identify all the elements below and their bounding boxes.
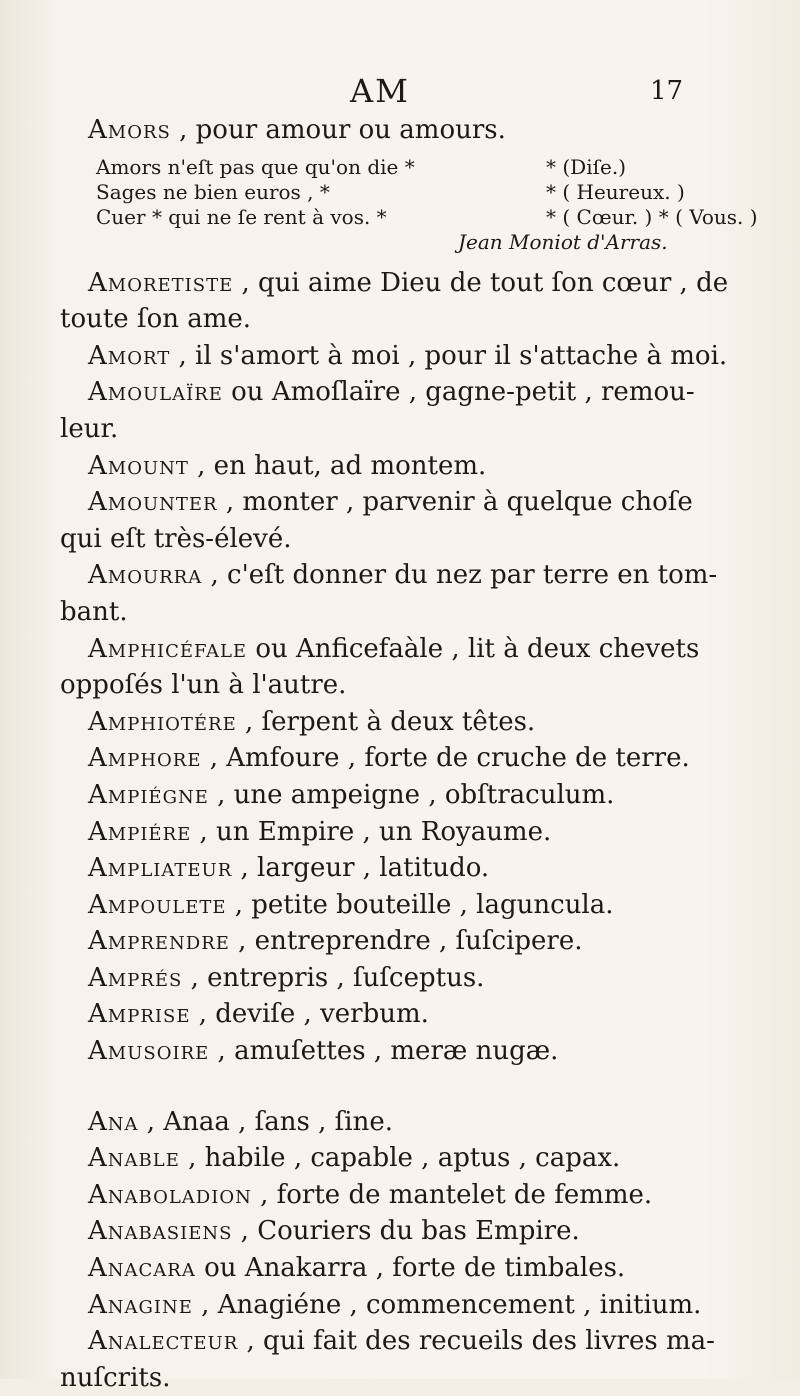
headword: Amount [88,450,189,481]
verse-line [96,155,760,180]
entry-line [60,1033,760,1070]
headword: Ampoulete [88,889,227,920]
entry-line [60,557,760,594]
continuation-line [60,667,760,704]
entry-line [60,1140,760,1177]
definition: ou Amoſlaïre , gagne-petit , remou- [222,377,695,408]
definition: , Anaa , ſans , ſine. [138,1106,393,1137]
definition: , Anagiéne , commencement , initium. [192,1289,702,1320]
definition: nuſcrits. [60,1362,171,1393]
definition: , forte de mantelet de femme. [251,1179,653,1210]
entry-line [60,923,760,960]
continuation-line [60,1360,760,1396]
definition: , qui aime Dieu de tout ſon cœur , de [233,267,729,298]
headword: Amphore [88,743,202,774]
definition: , amuſettes , meræ nugæ. [209,1036,559,1067]
entry-line [60,777,760,814]
headword: Anagine [88,1289,193,1320]
definition: , un Empire , un Royaume. [191,816,552,847]
entry-line [60,704,760,741]
entries-block-b [60,265,760,1070]
definition: , pour amour ou amours. [170,115,506,145]
headword: Amounter [88,487,218,518]
entry-line [60,448,760,485]
section-gap [60,1070,760,1104]
definition: ou Anakarra , forte de timbales. [195,1253,626,1284]
verse-gloss: * ( Cœur. ) * ( Vous. ) [546,204,758,229]
headword: Amprise [88,999,191,1030]
headword: Amprendre [88,926,230,957]
headword: Anabasiens [88,1216,233,1247]
verse-gloss: * ( Heureux. ) [546,179,685,204]
continuation-line [60,301,760,338]
entry-line [60,960,760,997]
entry-line [60,631,760,668]
definition: , en haut, ad montem. [188,450,487,481]
headword: Amusoire [88,1036,210,1067]
entry-line [60,265,760,302]
headword: Analecteur [88,1326,239,1357]
headword: Ampiére [88,816,192,847]
headword: Anable [88,1143,180,1174]
definition: , une ampeigne , obſtraculum. [208,779,615,810]
headword: Amors [88,115,171,145]
definition: qui eſt très-élevé. [60,523,292,554]
definition: leur. [60,413,119,444]
verse-gloss: * (Diſe.) [546,154,626,179]
entry-line [60,996,760,1033]
headword: Amoulaïre [88,377,223,408]
definition: , Couriers du bas Empire. [232,1216,580,1247]
entry-line [60,1104,760,1141]
entry-line [60,374,760,411]
entry-line [60,1250,760,1287]
definition: oppoſés l'un à l'autre. [60,670,347,701]
entries-block-c [60,1104,760,1396]
definition: , il s'amort à moi , pour il s'attache à moi. [170,340,728,371]
verse-text: Amors n'eſt pas que qu'on die * [96,154,415,179]
entry-line [60,112,760,149]
running-head-title: AM [350,72,410,110]
entry-line [60,814,760,851]
continuation-line [60,411,760,448]
headword: Amourra [88,560,203,591]
definition: ou Anficefaàle , lit à deux chevets [247,633,700,664]
entry-line [60,338,760,375]
headword: Amort [88,340,171,371]
headword: Anacara [88,1253,196,1284]
verse-line [96,205,760,230]
headword: Ampliateur [88,853,233,884]
page-number: 17 [650,76,684,106]
entry-line [60,484,760,521]
entry-line [60,850,760,887]
definition: , c'eſt donner du nez par terre en tom- [202,560,718,591]
entry-line [60,1213,760,1250]
verse-text: Sages ne bien euros , * [96,179,330,204]
entry-line [60,740,760,777]
entry-line [60,887,760,924]
definition: , entrepris , ſuſceptus. [182,962,485,993]
verse-quotation [60,155,760,255]
quotation-attribution: Jean Moniot d'Arras. [458,229,668,254]
definition: , Amfoure , forte de cruche de terre. [201,743,690,774]
definition: , habile , capable , aptus , capax. [179,1143,621,1174]
verse-line [96,180,760,205]
headword: Anaboladion [88,1179,252,1210]
continuation-line [60,521,760,558]
headword: Amphiotére [88,706,237,737]
definition: , petite bouteille , lagunculа. [226,889,614,920]
dictionary-text [60,112,760,1396]
definition: , ſerpent à deux têtes. [236,706,536,737]
definition: toute ſon ame. [60,304,252,335]
definition: , qui fait des recueils des livres ma- [238,1326,715,1357]
headword: Amprés [88,962,183,993]
definition: , deviſe , verbum. [190,999,429,1030]
continuation-line [60,594,760,631]
entry-line [60,1177,760,1214]
entry-line [60,1323,760,1360]
definition: bant. [60,596,128,627]
definition: , monter , parvenir à quelque choſe [217,487,693,518]
headword: Ana [88,1106,139,1137]
headword: Amphicéfale [88,633,248,664]
headword: Amoretiste [88,267,234,298]
headword: Ampiégne [88,779,209,810]
definition: , largeur , latitudo. [232,853,490,884]
entry-line [60,1287,760,1324]
verse-text: Cuer * qui ne ſe rent à vos. * [96,204,387,229]
definition: , entreprendre , ſuſcipere. [229,926,583,957]
running-head [0,72,800,112]
